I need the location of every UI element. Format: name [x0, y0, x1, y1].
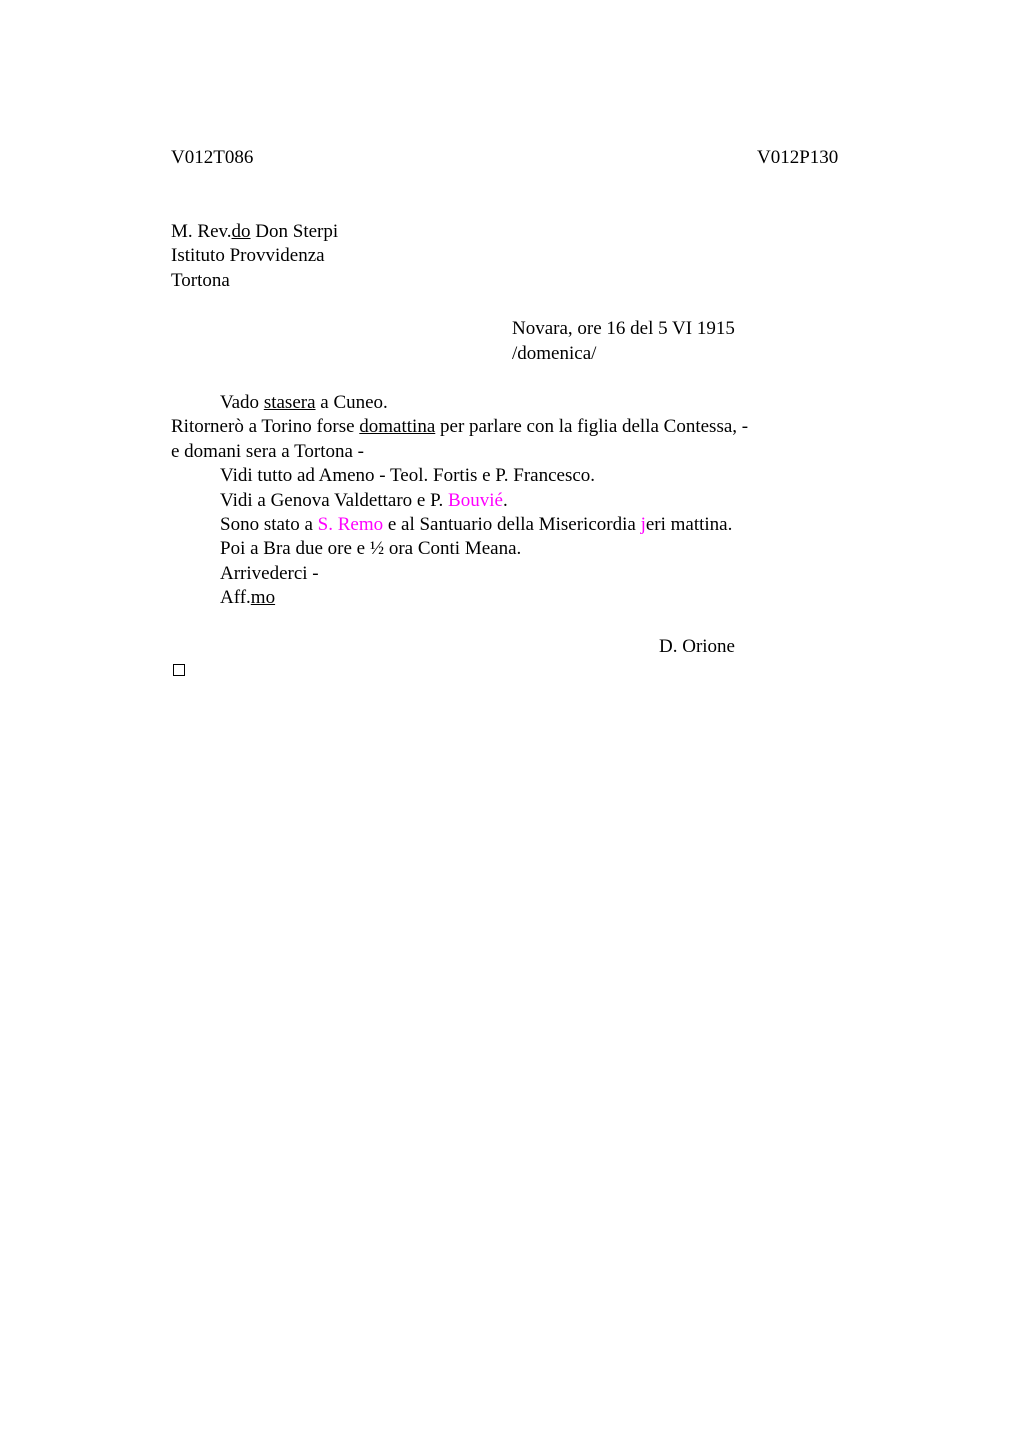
body-line-8: Arrivederci - — [220, 563, 319, 584]
dateline-place-date: Novara, ore 16 del 5 VI 1915 — [512, 318, 735, 339]
highlighted-name: Bouvié — [448, 490, 503, 511]
signature: D. Orione — [659, 636, 735, 657]
closing: Aff.mo — [220, 587, 276, 608]
address-salutation: M. Rev.do Don Sterpi — [171, 221, 339, 242]
highlighted-place: S. Remo — [317, 514, 384, 535]
body-line-1: Vado stasera a Cuneo. — [220, 392, 388, 413]
body-line-6: Sono stato a S. Remo e al Santuario della Misericordia jeri mattina. — [220, 514, 733, 535]
body-line-5: Vidi a Genova Valdettaro e P. Bouvié. — [220, 490, 508, 511]
body-line-2: Ritornerò a Torino forse domattina per parlare con la figlia della Contessa, - — [171, 416, 749, 437]
address-institute: Istituto Provvidenza — [171, 245, 325, 266]
body-line-7: Poi a Bra due ore e ½ ora Conti Meana. — [220, 538, 522, 559]
square-outline-icon — [173, 664, 185, 676]
body-line-3: e domani sera a Tortona - — [171, 441, 364, 462]
address-city: Tortona — [171, 270, 230, 291]
highlighted-letter: j — [640, 514, 646, 535]
dateline-weekday: /domenica/ — [512, 343, 597, 364]
header-left-code: V012T086 — [171, 147, 254, 168]
body-line-4: Vidi tutto ad Ameno - Teol. Fortis e P. Francesco. — [220, 465, 596, 486]
header-right-code: V012P130 — [757, 147, 839, 168]
